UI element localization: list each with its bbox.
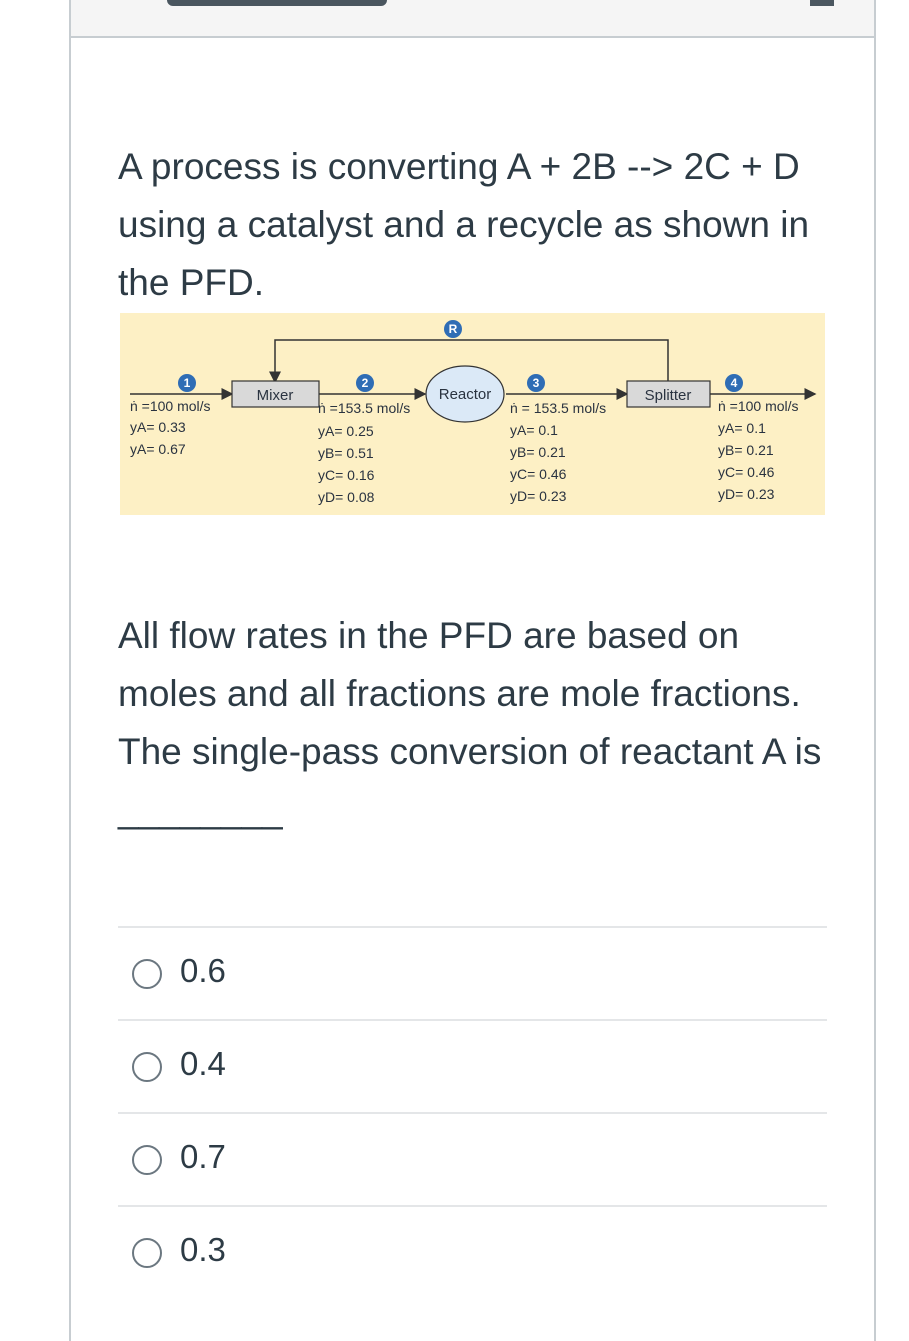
radio-button[interactable]	[132, 959, 162, 989]
question-title-cropped	[167, 0, 387, 6]
recycle-tag-label: R	[448, 322, 458, 336]
stream-1-fraction: yA= 0.67	[130, 441, 186, 457]
stream-2-fraction: yC= 0.16	[318, 467, 375, 483]
answer-list	[118, 926, 827, 1298]
answer-label: 0.3	[180, 1231, 226, 1268]
answer-option[interactable]	[118, 1205, 827, 1298]
radio-button[interactable]	[132, 1145, 162, 1175]
stream-3-fraction: yC= 0.46	[510, 466, 567, 482]
answer-option[interactable]	[118, 926, 827, 1019]
process-flow-diagram	[120, 313, 825, 515]
stream-4-fraction: yB= 0.21	[718, 442, 774, 458]
answer-label: 0.6	[180, 952, 226, 989]
stream-1-fraction: yA= 0.33	[130, 419, 186, 435]
stream-1-flow: ṅ =100 mol/s	[130, 398, 211, 414]
answer-option[interactable]	[118, 1019, 827, 1112]
stream-2-fraction: yB= 0.51	[318, 445, 374, 461]
stream-2-number: 2	[361, 376, 369, 390]
radio-button[interactable]	[132, 1052, 162, 1082]
mixer-label: Mixer	[256, 387, 294, 404]
answer-label: 0.7	[180, 1138, 226, 1175]
splitter-label: Splitter	[644, 387, 692, 404]
stream-4-fraction: yA= 0.1	[718, 420, 766, 436]
stream-3-number: 3	[532, 376, 540, 390]
question-text: A process is converting A + 2B --> 2C + D using a catalyst and a recycle as shown in the PFD.	[118, 146, 810, 303]
stream-4-fraction: yD= 0.23	[718, 486, 775, 502]
stream-4-number: 4	[730, 376, 738, 390]
stream-3-fraction: yD= 0.23	[510, 488, 567, 504]
stream-2-flow: ṅ =153.5 mol/s	[318, 400, 411, 416]
stream-3-flow: ṅ = 153.5 mol/s	[510, 400, 607, 416]
stream-2-fraction: yD= 0.08	[318, 489, 375, 505]
pfd-drawing	[120, 313, 825, 515]
reactor-label: Reactor	[438, 386, 492, 403]
stream-2-fraction: yA= 0.25	[318, 423, 374, 439]
question-prompt: All flow rates in the PFD are based on moles and all fractions are mole fractions. The single-pass conversion of reactant A is ________	[118, 615, 822, 830]
stream-1-number: 1	[183, 376, 191, 390]
stream-4-fraction: yC= 0.46	[718, 464, 775, 480]
stream-3-fraction: yA= 0.1	[510, 422, 558, 438]
stream-3-fraction: yB= 0.21	[510, 444, 566, 460]
radio-button[interactable]	[132, 1238, 162, 1268]
answer-option[interactable]	[118, 1112, 827, 1205]
stream-4-flow: ṅ =100 mol/s	[718, 398, 799, 414]
question-header	[71, 0, 874, 38]
answer-label: 0.4	[180, 1045, 226, 1082]
question-points-cropped	[810, 0, 834, 6]
